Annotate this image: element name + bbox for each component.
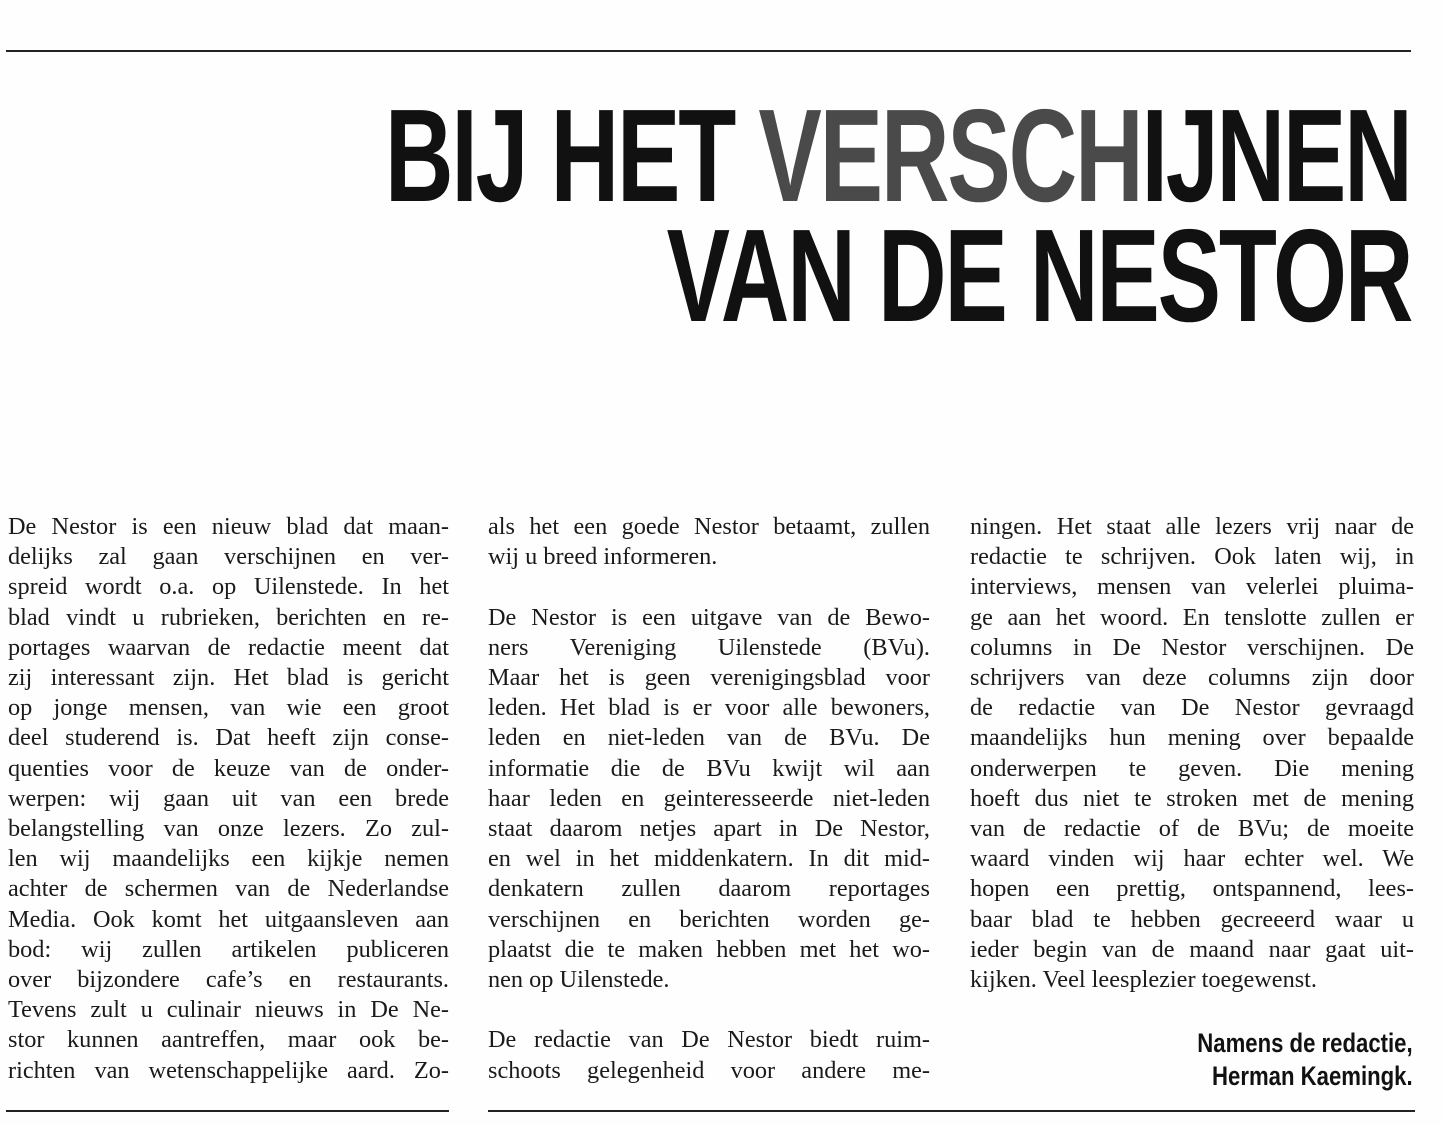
paragraph <box>488 1025 930 1085</box>
text-line: De Nestor is een uitgave van de Bewo- <box>488 603 930 631</box>
text-line: interviews, mensen van velerlei pluima- <box>970 573 1414 601</box>
text-line: Media. Ook komt het uitgaansleven aan <box>8 905 449 933</box>
text-line: als het een goede Nestor betaamt, zullen <box>488 513 930 540</box>
text-line: denkatern zullen daarom reportages <box>488 875 930 903</box>
text-line: blad vindt u rubrieken, berichten en re- <box>8 603 449 631</box>
signature-line-1: Namens de redactie, <box>1197 1028 1413 1058</box>
text-line: kijken. Veel leesplezier toegewenst. <box>970 966 1318 994</box>
text-line: redactie te schrijven. Ook laten wij, in <box>970 543 1414 571</box>
text-line: len wij maandelijks een kijkje nemen <box>8 845 449 873</box>
text-line: wij u breed informeren. <box>488 543 718 571</box>
paragraph <box>8 512 449 1086</box>
text-line: quenties voor de keuze van de onder- <box>8 754 449 782</box>
headline-part: BIJ HET <box>385 82 759 229</box>
signature-author: Herman Kaemingk. <box>1212 1061 1413 1091</box>
text-line: deel studerend is. Dat heeft zijn conse- <box>8 724 449 752</box>
text-line: haar leden en geinteresseerde niet-leden <box>488 784 930 812</box>
text-line: Tevens zult u culinair nieuws in De Ne- <box>8 996 449 1024</box>
paragraph <box>488 512 930 572</box>
text-line: ners Vereniging Uilenstede (BVu). <box>488 633 930 661</box>
paragraph <box>488 603 930 996</box>
headline-part: IJNEN <box>1141 82 1411 229</box>
text-line: over bijzondere cafe’s en restaurants. <box>8 966 449 994</box>
text-line: columns in De Nestor verschijnen. De <box>970 633 1414 661</box>
text-line: spreid wordt o.a. op Uilenstede. In het <box>8 573 449 601</box>
text-line: leden en niet-leden van de BVu. De <box>488 724 930 752</box>
article-column-3 <box>970 512 1414 995</box>
text-line: waard vinden wij haar echter wel. We <box>970 845 1414 873</box>
text-line: delijks zal gaan verschijnen en ver- <box>8 543 449 571</box>
text-line: bod: wij zullen artikelen publiceren <box>8 935 449 963</box>
text-line: informatie die de BVu kwijt wil aan <box>488 754 930 782</box>
text-line: achter de schermen van de Nederlandse <box>8 875 449 903</box>
text-line: richten van wetenschappelijke aard. Zo- <box>8 1056 449 1084</box>
text-line: de redactie van De Nestor gevraagd <box>970 694 1414 722</box>
text-line: verschijnen en berichten worden ge- <box>488 905 930 933</box>
headline-line-2: VAN DE NESTOR <box>666 202 1411 349</box>
text-line: nen op Uilenstede. <box>488 966 670 994</box>
bottom-rule-right <box>488 1110 1415 1112</box>
article-column-1 <box>8 512 449 1086</box>
text-line: De Nestor is een nieuw blad dat maan- <box>8 513 449 540</box>
text-line: leden. Het blad is er voor alle bewoners, <box>488 694 930 722</box>
text-line: van de redactie of de BVu; de moeite <box>970 815 1414 843</box>
text-line: hopen een prettig, ontspannend, lees- <box>970 875 1414 903</box>
headline-grey-part: VERSCH <box>758 82 1142 229</box>
text-line: schrijvers van deze columns zijn door <box>970 664 1414 692</box>
text-line: baar blad te hebben gecreeerd waar u <box>970 905 1414 933</box>
signature <box>1198 1027 1413 1093</box>
text-line: belangstelling van onze lezers. Zo zul- <box>8 815 449 843</box>
text-line: schoots gelegenheid voor andere me- <box>488 1056 930 1084</box>
text-line: plaatst die te maken hebben met het wo- <box>488 935 930 963</box>
article-column-2 <box>488 512 930 1086</box>
text-line: werpen: wij gaan uit van een brede <box>8 784 449 812</box>
text-line: Maar het is geen verenigingsblad voor <box>488 664 930 691</box>
top-rule <box>6 50 1411 52</box>
text-line: ieder begin van de maand naar gaat uit- <box>970 935 1414 963</box>
text-line: staat daarom netjes apart in De Nestor, <box>488 815 930 843</box>
text-line: en wel in het middenkatern. In dit mid- <box>488 845 930 873</box>
text-line: hoeft dus niet te stroken met de mening <box>970 784 1414 812</box>
text-line: De redactie van De Nestor biedt ruim- <box>488 1026 930 1054</box>
bottom-rule-left <box>6 1110 449 1112</box>
text-line: portages waarvan de redactie meent dat <box>8 633 449 661</box>
text-line: zij interessant zijn. Het blad is gericht <box>8 664 449 692</box>
text-line: ge aan het woord. En tenslotte zullen er <box>970 603 1414 631</box>
text-line: ningen. Het staat alle lezers vrij naar de <box>970 513 1414 540</box>
text-line: op jonge mensen, van wie een groot <box>8 694 449 722</box>
text-line: onderwerpen te geven. Die mening <box>970 754 1414 782</box>
text-line: stor kunnen aantreffen, maar ook be- <box>8 1026 449 1054</box>
text-line: maandelijks hun mening over bepaalde <box>970 724 1414 752</box>
paragraph <box>970 512 1414 995</box>
